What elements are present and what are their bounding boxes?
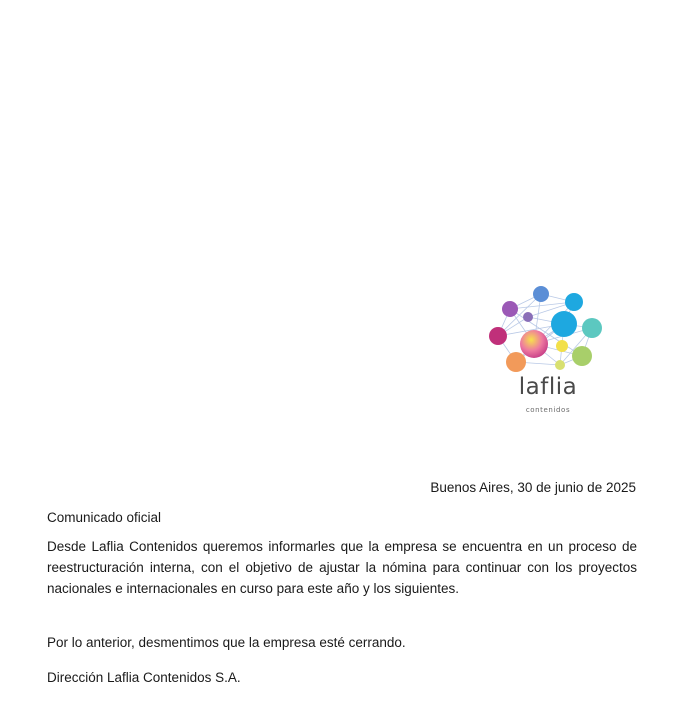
laflia-logo [478, 282, 618, 422]
dot-teal [582, 318, 602, 338]
dot-yellow [556, 340, 568, 352]
letter-heading: Comunicado oficial [47, 510, 162, 525]
logo-wordmark: laflia [518, 374, 578, 400]
dot-small-violet [523, 312, 533, 322]
dot-green [572, 346, 592, 366]
dot-gradient-large [520, 330, 548, 358]
dot-lime [555, 360, 565, 370]
letter-signature: Dirección Laflia Contenidos S.A. [47, 670, 241, 685]
dot-cyan-large [551, 311, 577, 337]
dot-purple [502, 301, 518, 317]
dot-orange [506, 352, 526, 372]
network-dots-icon [478, 282, 618, 374]
dot-cyan [565, 293, 583, 311]
logo-subtitle: contenidos [525, 406, 571, 414]
letter-paragraph-2: Por lo anterior, desmentimos que la empresa esté cerrando. [47, 635, 406, 650]
dot-blue [533, 286, 549, 302]
dot-magenta [489, 327, 507, 345]
letter-paragraph-1: Desde Laflia Contenidos queremos informarles que la empresa se encuentra en un proceso de reestructuración interna, con el objetivo de ajustar la nómina para continuar con los proyectos nacionales e internacionales en curso para este año y los siguientes. [47, 539, 637, 596]
place-date: Buenos Aires, 30 de junio de 2025 [430, 480, 636, 495]
